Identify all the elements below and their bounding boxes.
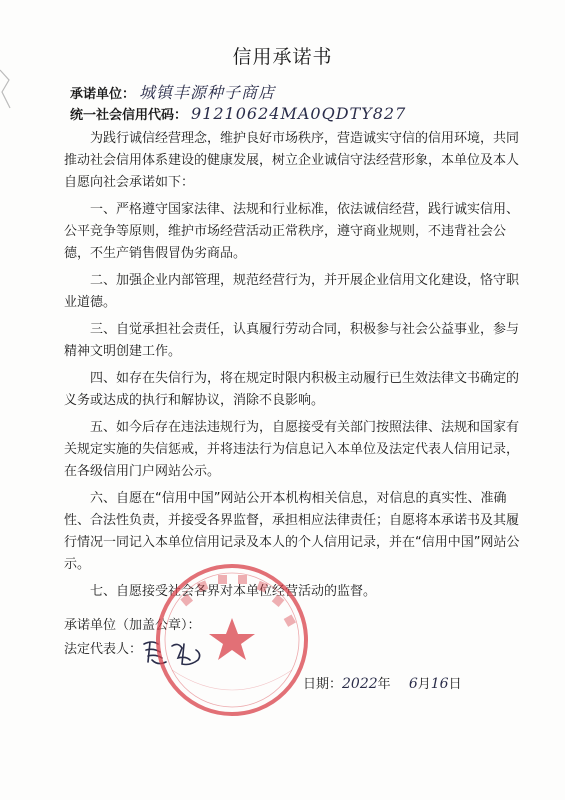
- date-year: 2022: [342, 676, 378, 692]
- date-day: 16: [430, 676, 449, 692]
- date-label: 日期：: [303, 677, 343, 692]
- credit-code-value: 91210624MA0QDTY827: [191, 104, 407, 123]
- date-day-suffix: 日: [448, 677, 462, 692]
- unit-label: 承诺单位：: [70, 87, 136, 102]
- legal-rep-line: 法定代表人：: [64, 642, 143, 657]
- sign-unit-line: 承诺单位（加盖公章）：: [64, 618, 201, 633]
- document-title: 信用承诺书: [232, 46, 333, 68]
- paragraph-5: 五、如今后存在违法违规行为，自愿接受有关部门按照法律、法规和国家有关规定实施的失信惩戒，并将违法行为信息记入本单位及法定代表人信用记录，在各级信用门户网站公示。: [64, 420, 520, 479]
- handwritten-signature: [138, 636, 212, 670]
- unit-value: 城镇丰源种子商店: [139, 83, 276, 102]
- paragraph-1: 一、严格遵守国家法律、法规和行业标准，依法诚信经营，践行诚实信用、公平竞争等原则，维护市场经营活动正常秩序，遵守商业规则，不违背社会公德，不生产销售假冒伪劣商品。: [64, 202, 520, 261]
- date-month: 6: [408, 676, 418, 692]
- credit-code-field: [70, 104, 406, 123]
- paragraph-6: 六、自愿在“信用中国”网站公开本机构相关信息，对信息的真实性、准确性、合法性负责，并接受各界监督，承担相应法律责任；自愿将本承诺书及其履行情况一同记入本单位信用记录及本人的个人信用记录，并在“信用中国”网站公示。: [64, 491, 520, 572]
- credit-code-label: 统一社会信用代码：: [70, 108, 188, 123]
- paragraph-4: 四、如存在失信行为，将在规定时限内积极主动履行已生效法律文书确定的义务或达成的执行和解协议，消除不良影响。: [64, 371, 520, 408]
- paragraph-3: 三、自觉承担社会责任，认真履行劳动合同，积极参与社会公益事业，参与精神文明创建工作。: [64, 322, 520, 359]
- date-year-suffix: 年: [377, 677, 391, 692]
- commitment-body: [64, 128, 522, 608]
- unit-field: [70, 80, 275, 103]
- paragraph-2: 二、加强企业内部管理，规范经营行为，并开展企业信用文化建设，恪守职业道德。: [64, 273, 520, 310]
- scan-edge-mark: [0, 60, 14, 120]
- paragraph-intro: 为践行诚信经营理念，维护良好市场秩序，营造诚实守信的信用环境，共同推动社会信用体系建设的健康发展，树立企业诚信守法经营形象，本单位及本人自愿向社会承诺如下：: [64, 131, 520, 190]
- date-line: [303, 673, 462, 692]
- date-month-suffix: 月: [417, 677, 431, 692]
- paragraph-7: 七、自愿接受社会各界对本单位经营活动的监督。: [90, 584, 377, 599]
